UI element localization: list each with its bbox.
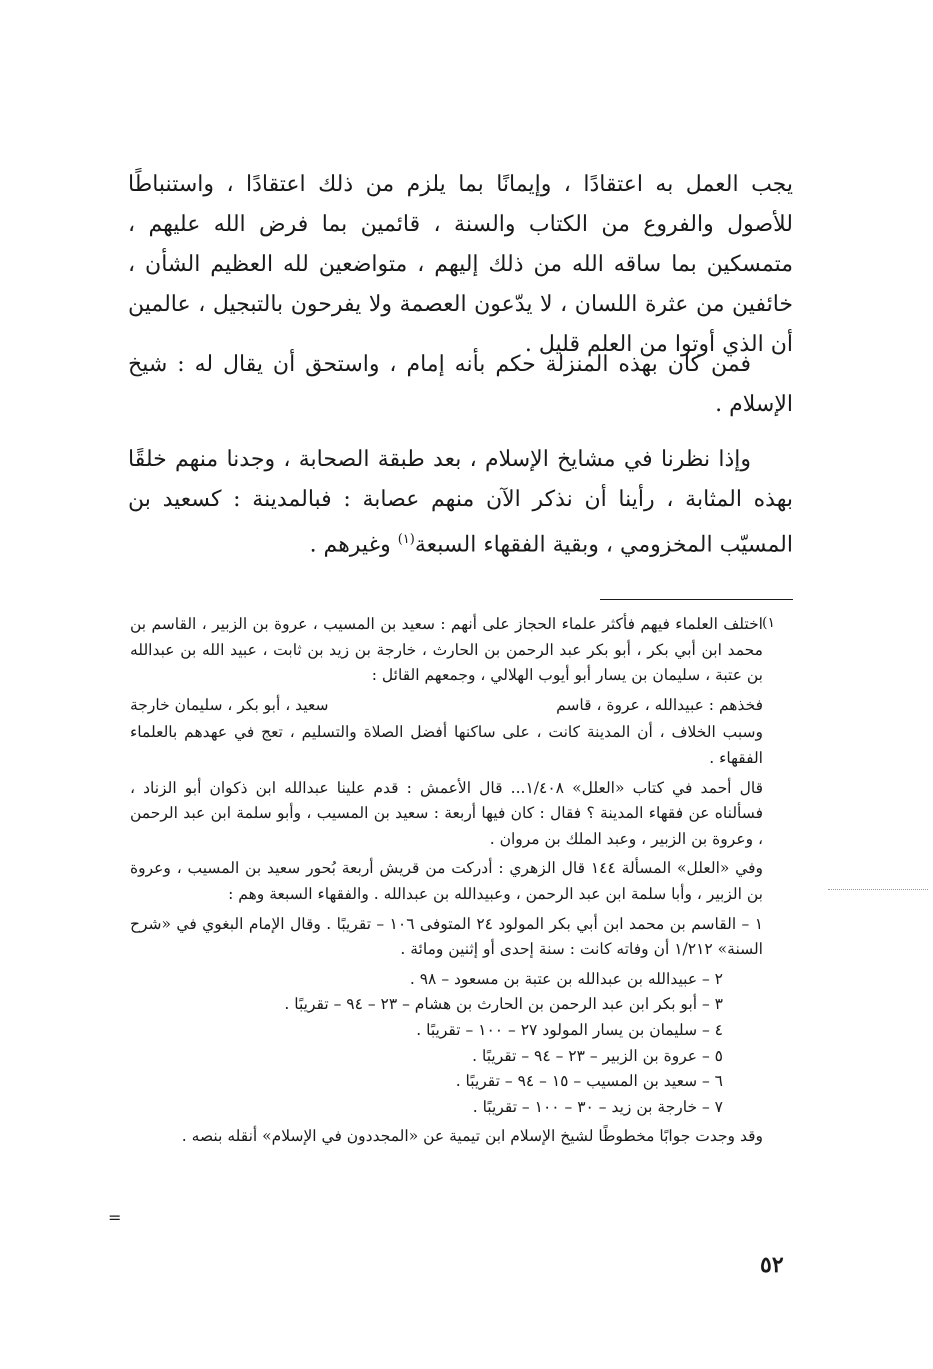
footnote-reference[interactable]: (١)	[397, 532, 415, 547]
page-number: ٥٢	[760, 1252, 784, 1278]
paragraph-text: فمن كان بهذه المنزلة حكم بأنه إمام ، واستحق أن يقال له : شيخ الإسلام .	[128, 352, 793, 417]
list-item: ٥ – عروة بن الزبير – ٢٣ – ٩٤ – تقريبًا .	[472, 1046, 723, 1065]
list-item: ٣ – أبو بكر ابن عبد الرحمن بن الحارث بن هشام – ٢٣ – ٩٤ – تقريبًا .	[284, 995, 723, 1014]
footnotes-section	[130, 612, 763, 1154]
scan-artifact-line	[828, 889, 928, 890]
footnote-marker: (١	[762, 615, 775, 631]
footnote-closing: وقد وجدت جوابًا مخطوطًا لشيخ الإسلام ابن تيمية عن «المجددون في الإسلام» أنقله بنصه .	[181, 1127, 763, 1146]
paragraph-ending: وغيرهم .	[309, 532, 398, 558]
list-item: ٧ – خارجة بن زيد – ٣٠ – ١٠٠ – تقريبًا .	[472, 1097, 723, 1116]
paragraph-text	[128, 440, 793, 565]
footnote-paragraph-5: ١ – القاسم بن محمد ابن أبي بكر المولود ٢٤ المتوفى ١٠٦ – تقريبًا . وقال الإمام البغوي في «شرح السنة» ١/٢١٢ أن وفاته كانت : سنة إحدى أو إثنين ومائة .	[130, 914, 764, 959]
main-paragraph-1	[128, 165, 793, 365]
paragraph-text: يجب العمل به اعتقادًا ، وإيمانًا بما يلزم من ذلك اعتقادًا ، واستنباطًا للأصول والفروع من الكتاب والسنة ، قائمين بما فرض الله عليهم ، متمسكين بما ساقه الله من ذلك إليهم ، متواضعين لله العظيم الشأن ، خائفين من عثرة اللسان ، لا يدّعون العصمة ولا يفرحون بالتبجيل ، عالمين أن الذي أوتوا من العلم قليل .	[128, 172, 793, 357]
poem-verse	[130, 693, 763, 719]
paragraph-body: وإذا نظرنا في مشايخ الإسلام ، بعد طبقة الصحابة ، وجدنا منهم خلقًا بهذه المثابة ، رأينا أن نذكر الآن منهم عصابة : فبالمدينة : كسعيد بن المسيّب المخزومي ، وبقية الفقهاء السبعة	[128, 447, 793, 558]
main-paragraph-3	[128, 440, 793, 565]
footnote-paragraph-1: اختلف العلماء فيهم فأكثر علماء الحجاز على أنهم : سعيد بن المسيب ، عروة بن الزبير ، القاسم بن محمد ابن أبي بكر ، أبو بكر عبد الرحمن بن الحارث ، خارجة بن زيد بن ثابت ، عبيد الله بن عبدالله بن عتبة ، سليمان بن يسار أبو أيوب الهلالي ، وجمعهم القائل :	[130, 615, 763, 685]
continuation-mark: =	[108, 1208, 122, 1227]
list-item: ٦ – سعيد بن المسيب – ١٥ – ٩٤ – تقريبًا .	[455, 1072, 723, 1091]
main-paragraph-2	[128, 345, 793, 425]
poem-hemistich-right: فخذهم : عبيدالله ، عروة ، قاسم	[556, 695, 763, 714]
poem-hemistich-left: سعيد ، أبو بكر ، سليمان خارجة	[130, 695, 329, 714]
footnote-paragraph-4: وفي «العلل» المسألة ١٤٤ قال الزهري : أدركت من قريش أربعة بُحور سعيد بن المسيب ، وعروة بن الزبير ، وأبا سلمة ابن عبد الرحمن ، وعبيدالله بن عبدالله . والفقهاء السبعة وهم :	[130, 859, 763, 903]
footnote-separator	[600, 599, 793, 600]
footnote-paragraph-3: قال أحمد في كتاب «العلل» ١/٤٠٨... قال الأعمش : قدم علينا عبدالله ابن ذكوان أبو الزناد ، فسألناه عن فقهاء المدينة ؟ فقال : كان فيها أربعة : سعيد بن المسيب ، وأبو سلمة ابن عبد الرحمن ، وعروة بن الزبير ، وعبد الملك بن مروان .	[130, 778, 763, 848]
list-item: ٤ – سليمان بن يسار المولود ٢٧ – ١٠٠ – تقريبًا .	[416, 1020, 723, 1039]
footnote-paragraph-2: وسبب الخلاف ، أن المدينة كانت ، على ساكنها أفضل الصلاة والتسليم ، تعج في عهدهم بالعلماء الفقهاء .	[130, 723, 763, 767]
list-item: ٢ – عبيدالله بن عبدالله بن عتبة بن مسعود – ٩٨ .	[409, 969, 723, 988]
